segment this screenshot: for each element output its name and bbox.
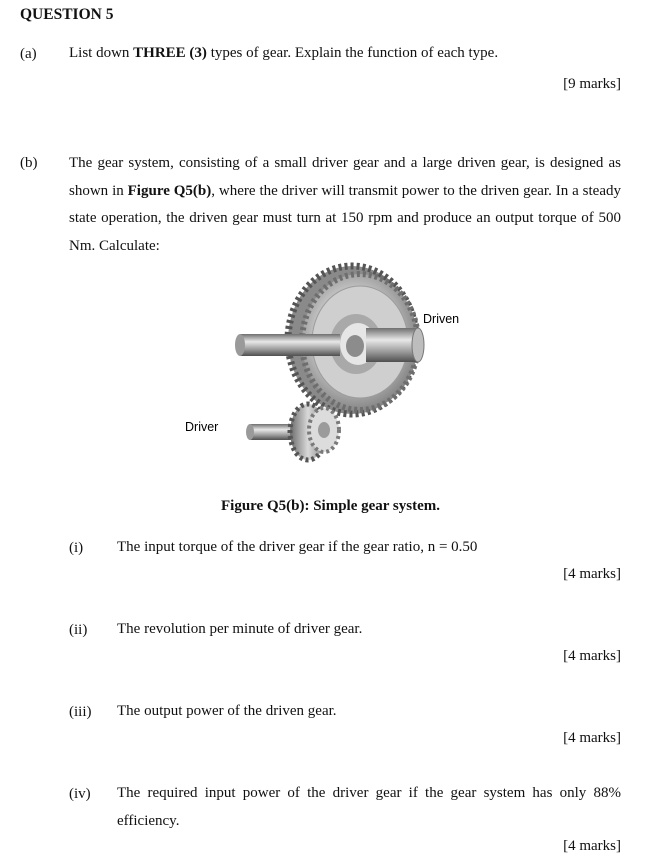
part-a-label: (a) — [20, 46, 37, 62]
part-b-text-after: , where the driver will transmit power to the driven gear. In a steady state operation, the driven gear must turn at 150 rpm and produce an output torque of 500 Nm. Calculate: — [69, 182, 621, 254]
figure-label-driver: Driver — [185, 420, 219, 434]
part-b-text-before: The gear system, consisting of a small driver gear and a large driven gear, is designed as shown in — [69, 155, 621, 199]
figure-caption: Figure Q5(b): Simple gear system. — [220, 498, 440, 514]
gear-system-figure — [180, 262, 480, 472]
subpart-iv-label: (iv) — [69, 786, 91, 802]
part-b-text — [69, 150, 621, 260]
subpart-ii-label: (ii) — [69, 622, 88, 638]
subpart-iii-marks: [4 marks] — [563, 730, 621, 746]
subpart-iv-text: The required input power of the driver gear if the gear system has only 88% efficiency. — [117, 785, 621, 829]
figure-label-driven: Driven — [423, 312, 460, 326]
subpart-ii-text: The revolution per minute of driver gear. — [117, 621, 363, 637]
part-a-text-before: List down — [69, 45, 134, 61]
part-a-marks: [9 marks] — [563, 76, 621, 92]
part-b-label: (b) — [20, 155, 38, 171]
subpart-i-label: (i) — [69, 540, 84, 556]
part-a-text-after: types of gear. Explain the function of each type. — [206, 45, 499, 61]
subpart-iii-label: (iii) — [69, 704, 92, 720]
question-heading: QUESTION 5 — [20, 6, 114, 23]
subpart-i-marks: [4 marks] — [563, 566, 621, 582]
subpart-i-text: The input torque of the driver gear if the gear ratio, n = 0.50 — [117, 539, 478, 555]
part-b-text-bold: Figure Q5(b) — [127, 182, 212, 199]
subpart-iii-text: The output power of the driven gear. — [117, 703, 337, 719]
subpart-iv-marks: [4 marks] — [563, 838, 621, 854]
subpart-ii-marks: [4 marks] — [563, 648, 621, 664]
part-a-text — [69, 40, 498, 68]
part-a-text-bold: THREE (3) — [133, 45, 207, 61]
driver-gear — [246, 404, 339, 460]
